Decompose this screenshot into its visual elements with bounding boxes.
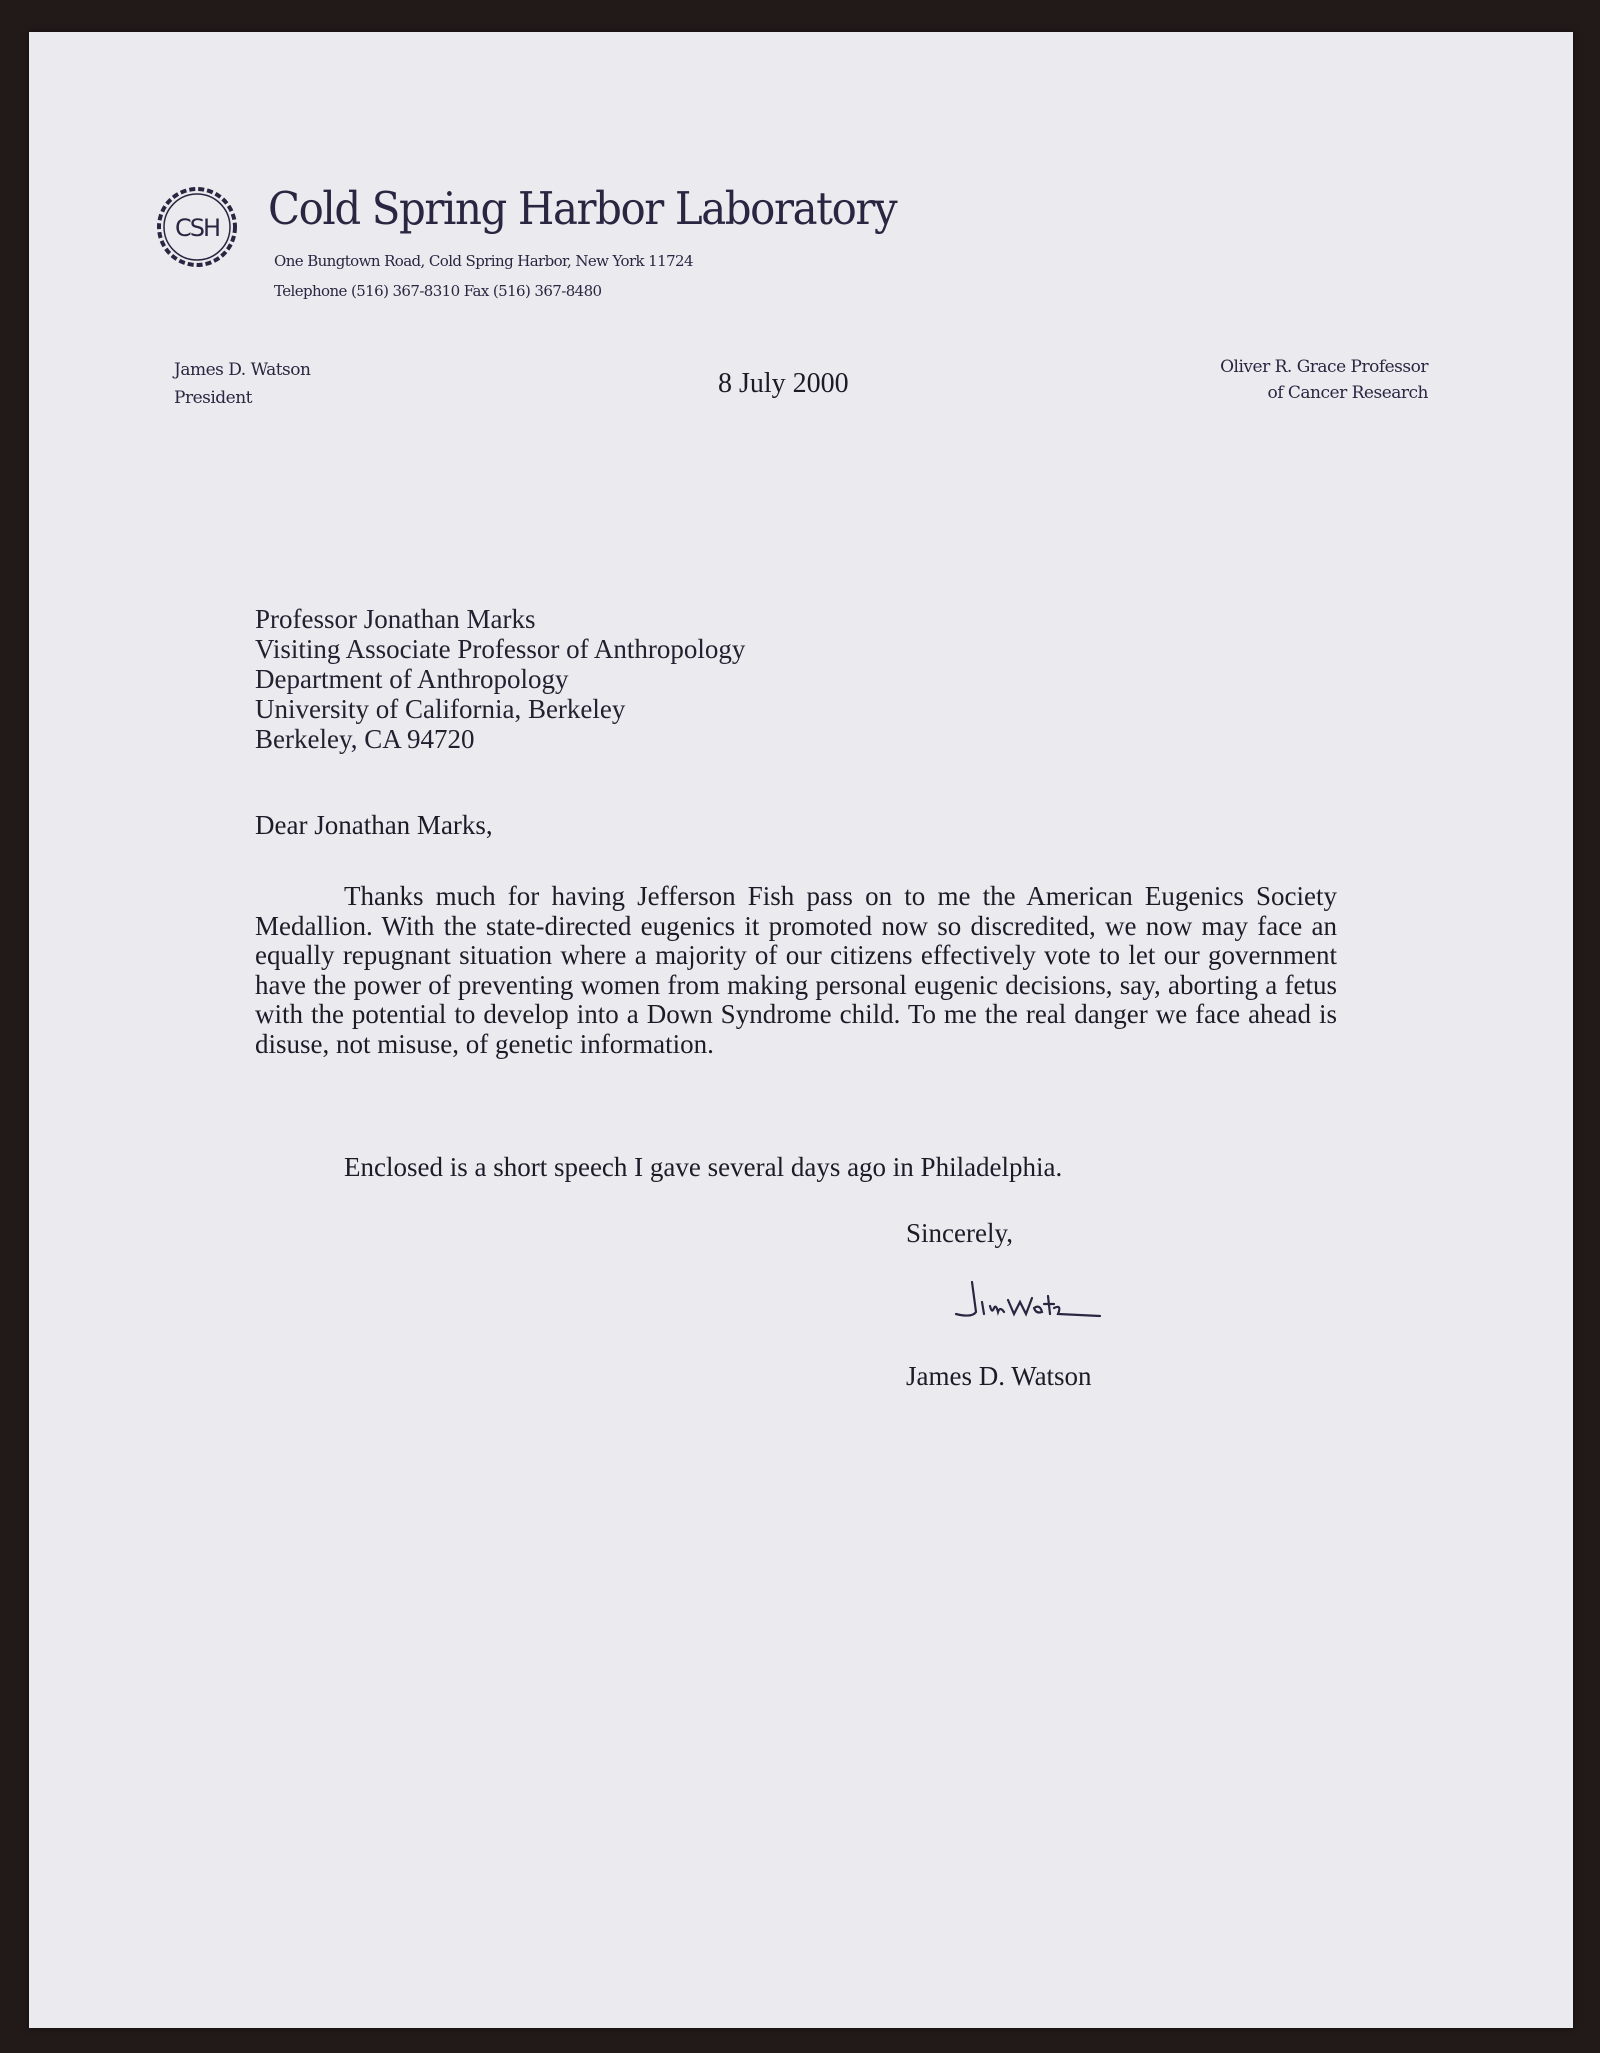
professorship-line-2: of Cancer Research — [1267, 383, 1428, 403]
letter-date: 8 July 2000 — [718, 368, 849, 399]
signer-name: James D. Watson — [906, 1361, 1092, 1391]
salutation: Dear Jonathan Marks, — [255, 810, 493, 840]
handwritten-signature — [950, 1278, 1110, 1328]
sender-name: James D. Watson — [174, 360, 311, 380]
recipient-line: Professor Jonathan Marks — [255, 604, 536, 634]
recipient-address — [255, 604, 745, 754]
recipient-line: Berkeley, CA 94720 — [255, 724, 475, 754]
recipient-line: Visiting Associate Professor of Anthropology — [255, 634, 746, 664]
sender-title: President — [174, 388, 253, 408]
organization-phone-fax: Telephone (516) 367-8310 Fax (516) 367-8480 — [274, 282, 602, 300]
csh-logo-icon — [150, 180, 244, 274]
enclosure-paragraph: Enclosed is a short speech I gave several days ago in Philadelphia. — [344, 1152, 1063, 1182]
professorship-line-1: Oliver R. Grace Professor — [1220, 357, 1428, 377]
recipient-line: University of California, Berkeley — [255, 694, 626, 724]
closing: Sincerely, — [906, 1218, 1013, 1248]
body-text: Thanks much for having Jefferson Fish pass on to me the American Eugenics Society Medallion. With the state-directed eugenics it promoted now so discredited, we now may face an equally repugnant situation where a majority of our citizens effectively vote to let our government have the power of preventing women from making personal eugenic decisions, say, aborting a fetus with the potential to develop into a Down Syndrome child. To me the real danger we face ahead is disuse, not misuse, of genetic information. — [255, 881, 1337, 1059]
svg-text:CSH: CSH — [174, 214, 220, 242]
body-paragraph — [255, 882, 1337, 1059]
organization-name: Cold Spring Harbor Laboratory — [268, 182, 897, 235]
organization-address: One Bungtown Road, Cold Spring Harbor, New York 11724 — [274, 252, 693, 270]
recipient-line: Department of Anthropology — [255, 664, 569, 694]
